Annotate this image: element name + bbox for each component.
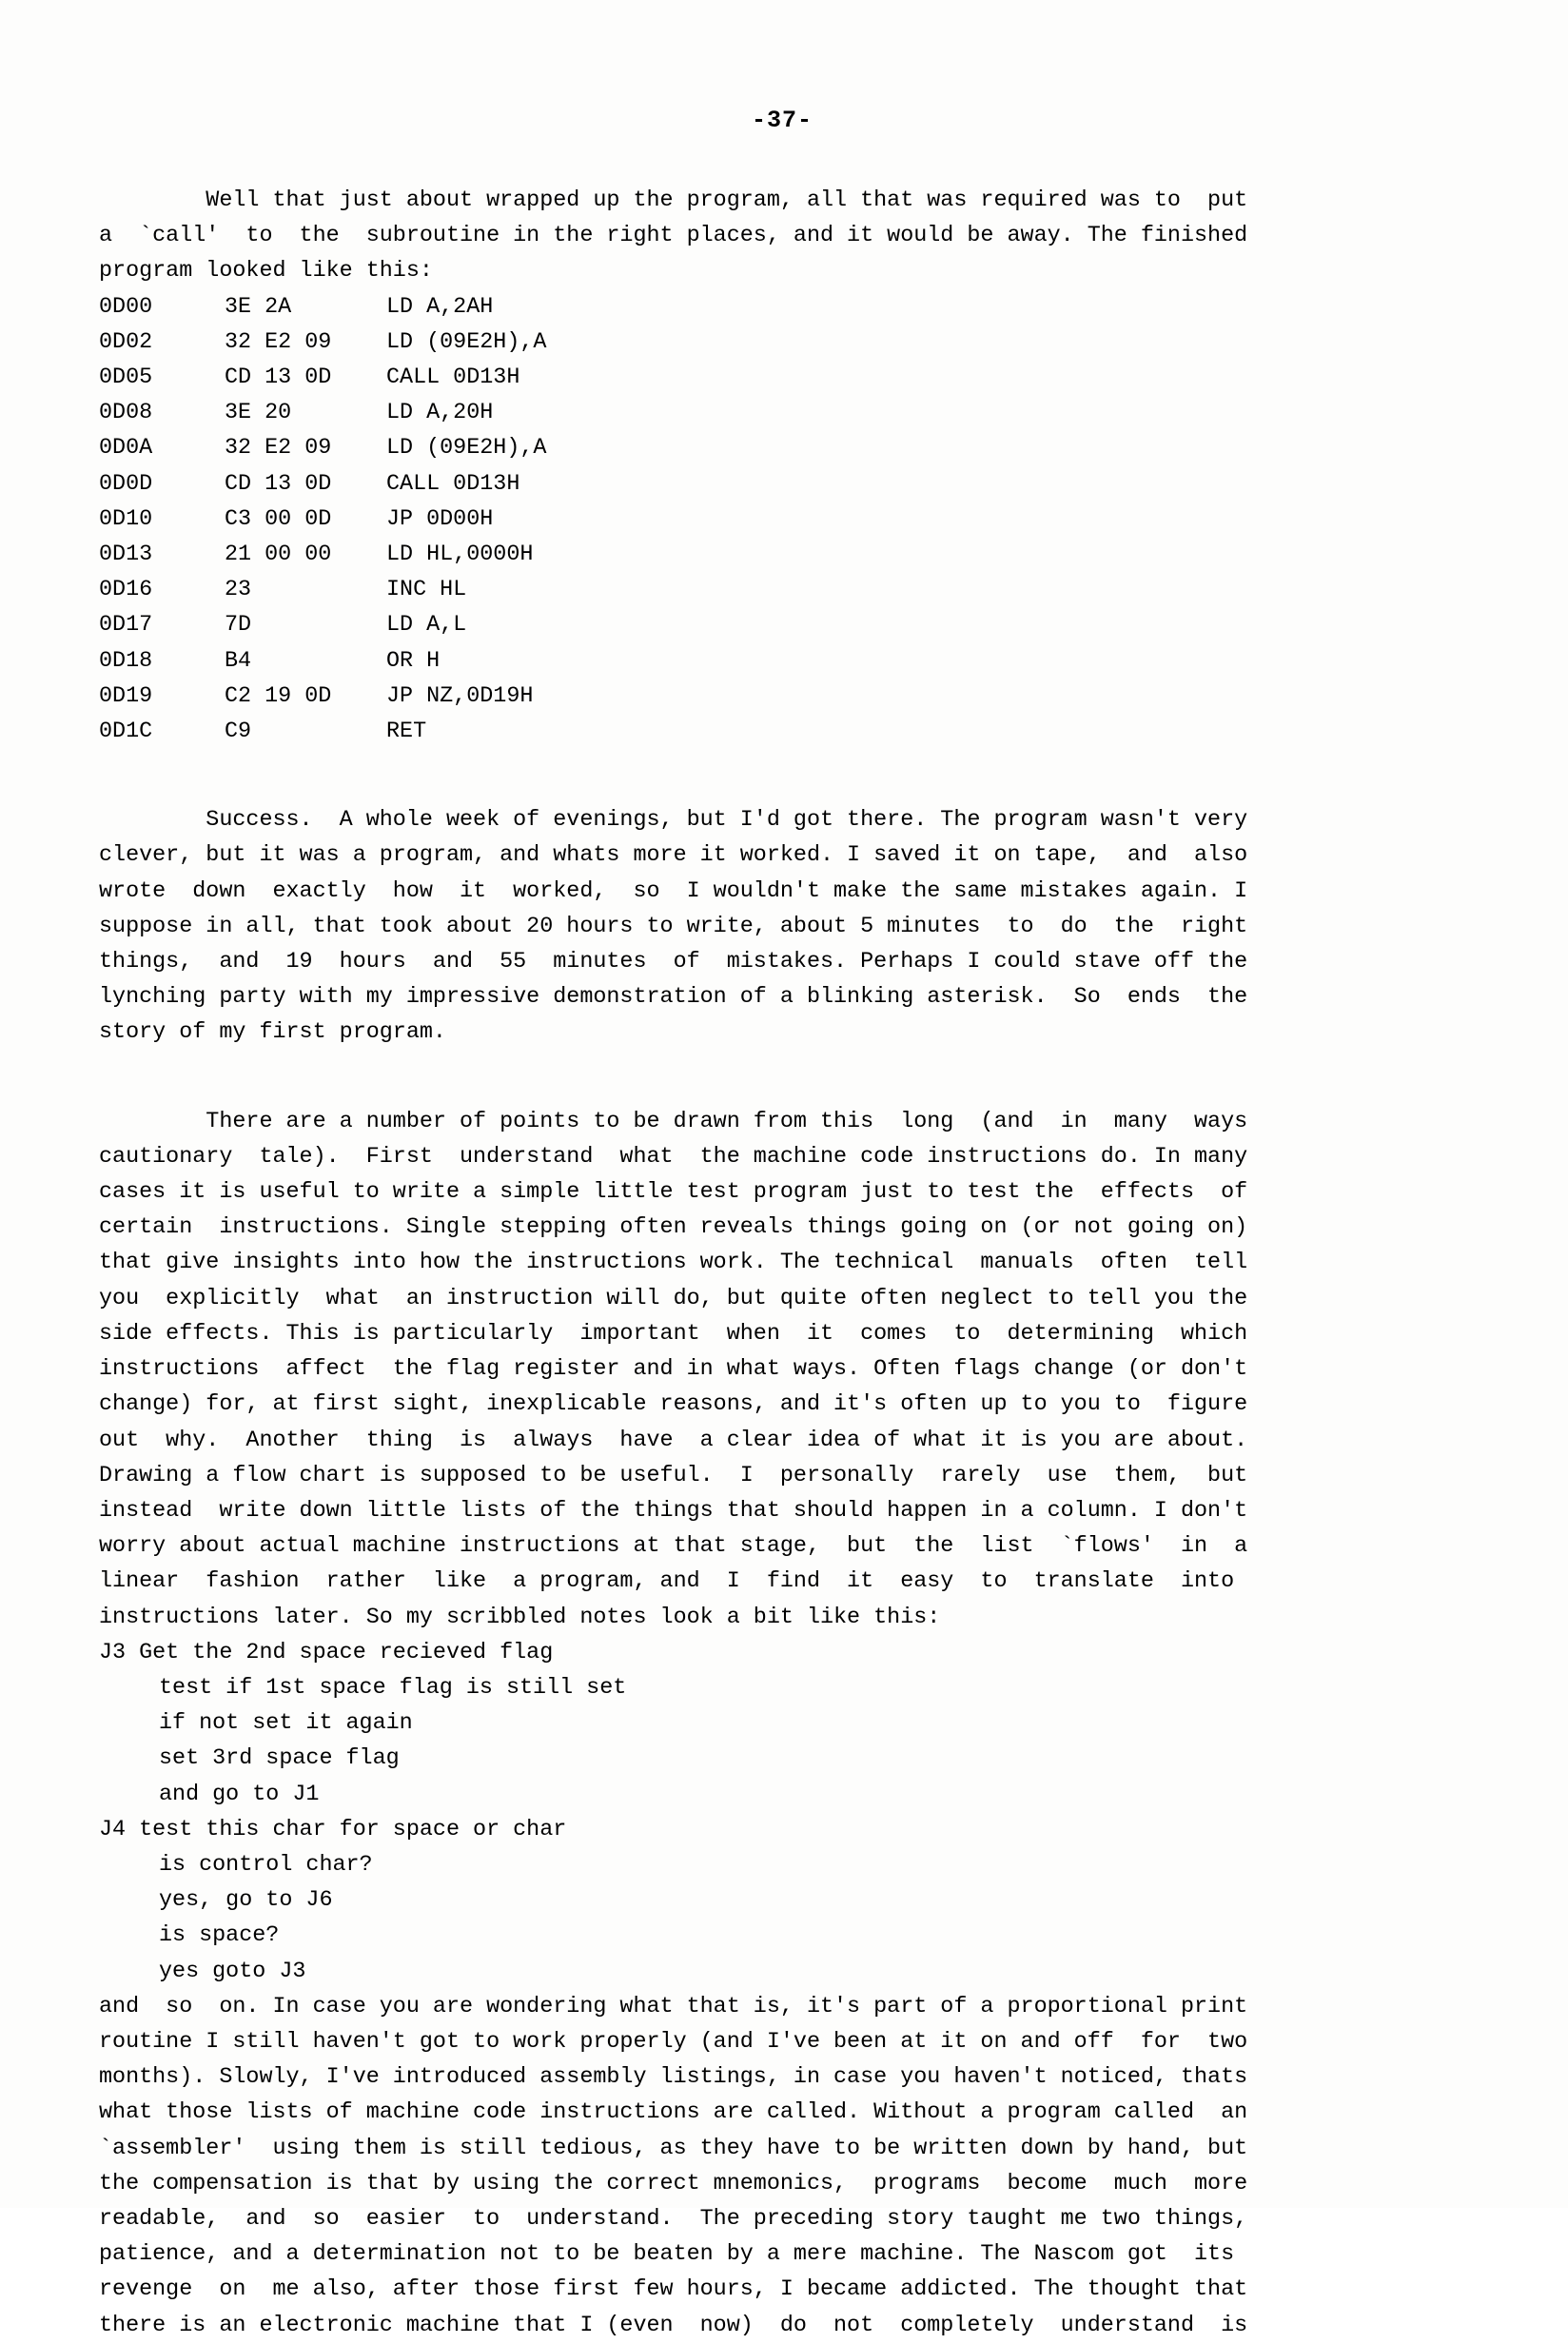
page-number: -37- [751, 107, 813, 134]
paragraph_3-line: change) for, at first sight, inexplicable reasons, and it's often up to you to figure [99, 1392, 1248, 1418]
code-bytes: C9 [225, 719, 252, 745]
paragraph_3-line: cautionary tale). First understand what the machine code instructions do. In many [99, 1144, 1248, 1170]
code-listing-row [99, 608, 1465, 643]
code-mnemonic: RET [386, 719, 427, 745]
code-bytes: 3E 20 [225, 401, 292, 426]
code-address: 0D02 [99, 329, 153, 355]
scribbled-note-line: set 3rd space flag [159, 1746, 400, 1772]
scribbled-note-line: is control char? [159, 1852, 373, 1878]
code-address: 0D00 [99, 294, 153, 320]
page-content [99, 107, 1465, 2344]
paragraph_4-line: what those lists of machine code instructions are called. Without a program called an [99, 2100, 1248, 2126]
paragraph_2-line: lynching party with my impressive demonstration of a blinking asterisk. So ends the [99, 985, 1248, 1011]
code-bytes: 3E 2A [225, 294, 292, 320]
code-bytes: 32 E2 09 [225, 436, 332, 462]
code-listing-row [99, 680, 1465, 715]
code-address: 0D0A [99, 436, 153, 462]
paragraph_3-line: instead write down little lists of the things that should happen in a column. I don't [99, 1498, 1248, 1524]
code-listing-row [99, 325, 1465, 361]
paragraph_4-line: revenge on me also, after those first few hours, I became addicted. The thought that [99, 2277, 1248, 2303]
paragraph-points [99, 1105, 1465, 1636]
code-bytes: CD 13 0D [225, 471, 332, 497]
paragraph_2-line: story of my first program. [99, 1020, 446, 1046]
scribbled-note-line: is space? [159, 1923, 280, 1949]
code-mnemonic: LD (09E2H),A [386, 436, 547, 462]
code-address: 0D1C [99, 719, 153, 745]
paragraph-success [99, 803, 1465, 1051]
paragraph_1-line: Well that just about wrapped up the program, all that was required was to put [99, 188, 1248, 213]
paragraph_4-line: there is an electronic machine that I (even now) do not completely understand is [99, 2313, 1248, 2338]
code-address: 0D05 [99, 365, 153, 391]
scribbled-note-line: J4 test this char for space or char [99, 1817, 567, 1842]
paragraph_3-line: out why. Another thing is always have a clear idea of what it is you are about. [99, 1428, 1248, 1453]
code-listing-row [99, 467, 1465, 502]
code-address: 0D0D [99, 471, 153, 497]
code-address: 0D19 [99, 683, 153, 709]
code-listing-row [99, 431, 1465, 466]
code-address: 0D10 [99, 506, 153, 532]
code-listing-row [99, 644, 1465, 680]
code-mnemonic: LD (09E2H),A [386, 329, 547, 355]
code-mnemonic: JP 0D00H [386, 506, 494, 532]
paragraph_2-line: clever, but it was a program, and whats more it worked. I saved it on tape, and also [99, 843, 1248, 869]
code-listing-row [99, 361, 1465, 396]
code-address: 0D16 [99, 578, 153, 603]
paragraph_1-line: program looked like this: [99, 259, 433, 285]
code-bytes: 23 [225, 578, 252, 603]
code-listing-row [99, 715, 1465, 750]
code-bytes: 7D [225, 613, 252, 639]
code-listing-row [99, 502, 1465, 538]
code-listing-row [99, 538, 1465, 573]
paragraph-intro [99, 184, 1465, 290]
paragraph_4-line: months). Slowly, I've introduced assembly listings, in case you haven't noticed, thats [99, 2065, 1248, 2091]
code-mnemonic: OR H [386, 648, 441, 674]
scribbled-note-line: yes, go to J6 [159, 1888, 333, 1914]
assembly-code-listing [99, 290, 1465, 751]
paragraph_2-line: things, and 19 hours and 55 minutes of mistakes. Perhaps I could stave off the [99, 950, 1248, 975]
spacer [99, 1052, 1465, 1105]
scribbled-note-line: yes goto J3 [159, 1959, 306, 1984]
code-bytes: CD 13 0D [225, 365, 332, 391]
code-address: 0D08 [99, 401, 153, 426]
code-mnemonic: CALL 0D13H [386, 471, 520, 497]
code-mnemonic: LD HL,0000H [386, 542, 534, 568]
code-bytes: 32 E2 09 [225, 329, 332, 355]
spacer [99, 750, 1465, 803]
code-bytes: 21 00 00 [225, 542, 332, 568]
code-bytes: B4 [225, 648, 252, 674]
paragraph_3-line: certain instructions. Single stepping often reveals things going on (or not going on) [99, 1215, 1248, 1241]
paragraph_2-line: Success. A whole week of evenings, but I'd got there. The program wasn't very [99, 808, 1248, 834]
code-mnemonic: LD A,L [386, 613, 467, 639]
code-address: 0D13 [99, 542, 153, 568]
code-mnemonic: INC HL [386, 578, 467, 603]
paragraph_4-line: routine I still haven't got to work properly (and I've been at it on and off for two [99, 2029, 1248, 2055]
paragraph_3-line: cases it is useful to write a simple little test program just to test the effects of [99, 1180, 1248, 1206]
paragraph_3-line: you explicitly what an instruction will do, but quite often neglect to tell you the [99, 1286, 1248, 1311]
code-listing-row [99, 396, 1465, 431]
scribbled-notes-list [99, 1636, 1465, 1990]
code-mnemonic: LD A,2AH [386, 294, 494, 320]
code-mnemonic: CALL 0D13H [386, 365, 520, 391]
paragraph_4-line: readable, and so easier to understand. The preceding story taught me two things, [99, 2206, 1248, 2232]
code-address: 0D18 [99, 648, 153, 674]
paragraph_3-line: There are a number of points to be drawn from this long (and in many ways [99, 1109, 1248, 1134]
code-address: 0D17 [99, 613, 153, 639]
paragraph_4-line: patience, and a determination not to be beaten by a mere machine. The Nascom got its [99, 2242, 1235, 2268]
code-mnemonic: JP NZ,0D19H [386, 683, 534, 709]
paragraph_1-line: a `call' to the subroutine in the right places, and it would be away. The finished [99, 224, 1248, 249]
code-bytes: C2 19 0D [225, 683, 332, 709]
paragraph_3-line: Drawing a flow chart is supposed to be useful. I personally rarely use them, but [99, 1463, 1248, 1488]
paragraph_3-line: side effects. This is particularly important when it comes to determining which [99, 1321, 1248, 1347]
scribbled-note-line: test if 1st space flag is still set [159, 1675, 627, 1701]
paragraph_3-line: that give insights into how the instructions work. The technical manuals often tell [99, 1251, 1248, 1276]
code-listing-row [99, 573, 1465, 608]
paragraph_3-line: worry about actual machine instructions at that stage, but the list `flows' in a [99, 1534, 1248, 1560]
paragraph_2-line: suppose in all, that took about 20 hours to write, about 5 minutes to do the right [99, 914, 1248, 939]
paragraph_4-line: the compensation is that by using the correct mnemonics, programs become much more [99, 2171, 1248, 2196]
code-mnemonic: LD A,20H [386, 401, 494, 426]
paragraph-conclusion [99, 1990, 1465, 2344]
scribbled-note-line: J3 Get the 2nd space recieved flag [99, 1640, 554, 1665]
paragraph_3-line: instructions affect the flag register and in what ways. Often flags change (or don't [99, 1357, 1248, 1383]
paragraph_4-line: and so on. In case you are wondering what that is, it's part of a proportional print [99, 1994, 1248, 2019]
scribbled-note-line: and go to J1 [159, 1782, 320, 1807]
paragraph_3-line: linear fashion rather like a program, and I find it easy to translate into [99, 1569, 1235, 1595]
code-bytes: C3 00 0D [225, 506, 332, 532]
paragraph_4-line: `assembler' using them is still tedious, as they have to be written down by hand, but [99, 2136, 1248, 2161]
paragraph_3-line: instructions later. So my scribbled notes look a bit like this: [99, 1605, 941, 1630]
paragraph_2-line: wrote down exactly how it worked, so I wouldn't make the same mistakes again. I [99, 878, 1248, 904]
scribbled-note-line: if not set it again [159, 1711, 413, 1737]
code-listing-row [99, 290, 1465, 325]
